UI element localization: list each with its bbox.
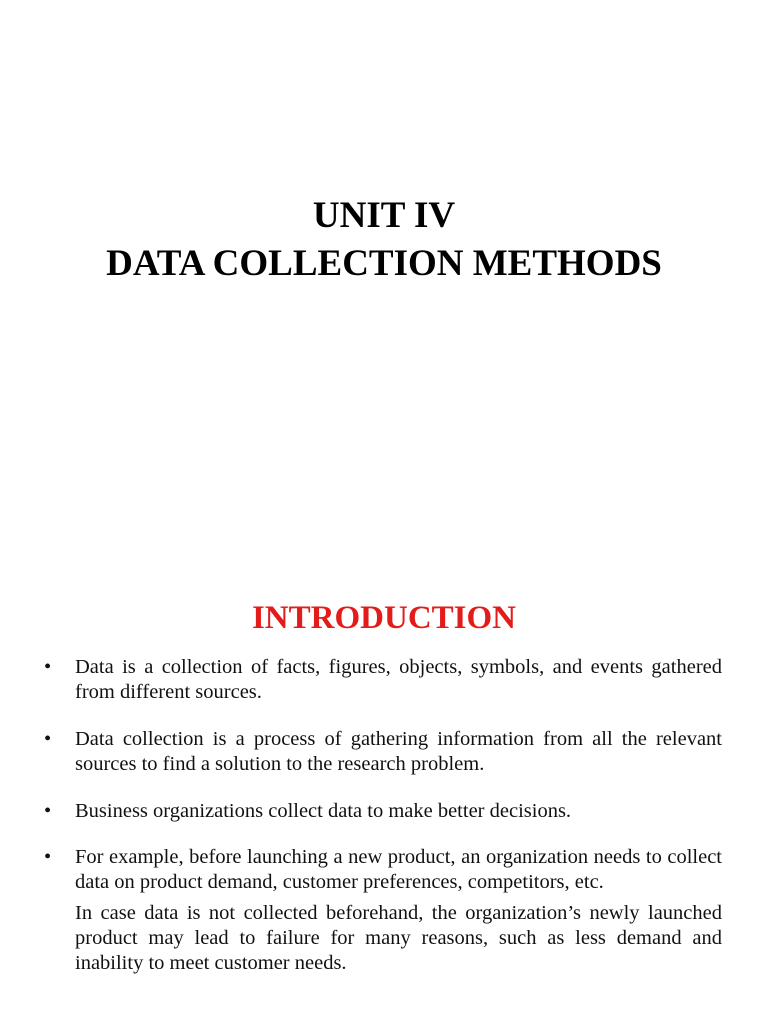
- bullet-dot-icon: •: [44, 800, 52, 822]
- bullet-item: [44, 845, 722, 895]
- slide-title: [0, 192, 768, 288]
- bullet-dot-icon: •: [44, 728, 52, 750]
- bullet-item: [44, 655, 722, 705]
- introduction-slide: [0, 560, 768, 1024]
- bullet-text: Business organizations collect data to make better decisions.: [75, 800, 572, 822]
- introduction-heading: INTRODUCTION: [251, 600, 517, 636]
- continuation-paragraph: In case data is not collected beforehand, the organization’s newly launched product may lead to failure for many reasons, such as less demand and inability to meet customer needs.: [75, 902, 722, 974]
- bullet-dot-icon: •: [44, 846, 52, 868]
- bullet-item: [44, 727, 722, 777]
- bullet-dot-icon: •: [44, 656, 52, 678]
- bullet-item: [44, 799, 722, 824]
- bullet-text: For example, before launching a new product, an organization needs to collect data on product demand, customer preferences, competitors, etc.: [75, 846, 722, 893]
- unit-topic: DATA COLLECTION METHODS: [106, 243, 662, 284]
- bullet-text: Data is a collection of facts, figures, objects, symbols, and events gathered from different sources.: [75, 656, 722, 703]
- bullet-list: [44, 655, 722, 976]
- bullet-text: Data collection is a process of gathering information from all the relevant sources to find a solution to the research problem.: [75, 728, 722, 775]
- unit-label: UNIT IV: [312, 195, 456, 236]
